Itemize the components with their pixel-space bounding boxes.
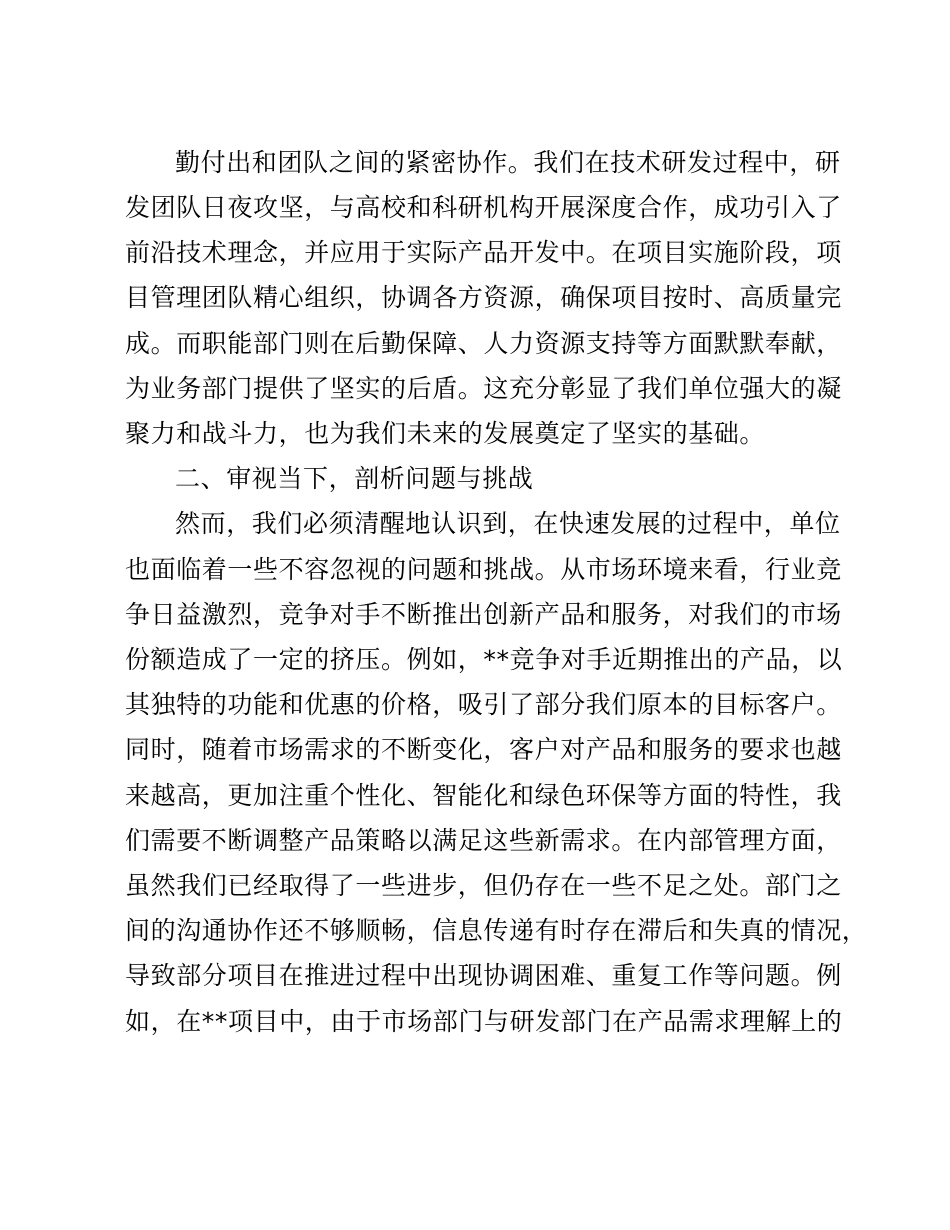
paragraph-line: 为业务部门提供了坚实的后盾。这充分彰显了我们单位强大的凝 xyxy=(125,374,842,403)
paragraph-line: 份额造成了一定的挤压。例如，**竞争对手近期推出的产品，以 xyxy=(125,645,843,674)
paragraph-line: 勤付出和团队之间的紧密协作。我们在技术研发过程中，研 xyxy=(175,148,841,177)
paragraph-line: 其独特的功能和优惠的价格，吸引了部分我们原本的目标客户。 xyxy=(125,690,842,719)
paragraph-line: 来越高，更加注重个性化、智能化和绿色环保等方面的特性，我 xyxy=(125,781,842,810)
paragraph-line: 成。而职能部门则在后勤保障、人力资源支持等方面默默奉献， xyxy=(125,329,842,358)
paragraph-line: 同时，随着市场需求的不断变化，客户对产品和服务的要求也越 xyxy=(125,735,842,764)
paragraph-line: 虽然我们已经取得了一些进步，但仍存在一些不足之处。部门之 xyxy=(125,871,842,900)
paragraph-line: 如，在**项目中，由于市场部门与研发部门在产品需求理解上的 xyxy=(125,1007,843,1036)
paragraph-line: 们需要不断调整产品策略以满足这些新需求。在内部管理方面， xyxy=(125,826,842,855)
paragraph-line: 前沿技术理念，并应用于实际产品开发中。在项目实施阶段，项 xyxy=(125,238,842,267)
paragraph-line: 聚力和战斗力，也为我们未来的发展奠定了坚实的基础。 xyxy=(125,419,766,448)
paragraph-line: 也面临着一些不容忽视的问题和挑战。从市场环境来看，行业竞 xyxy=(125,555,842,584)
paragraph-line: 目管理团队精心组织，协调各方资源，确保项目按时、高质量完 xyxy=(125,283,842,312)
paragraph-line: 然而，我们必须清醒地认识到，在快速发展的过程中，单位 xyxy=(175,509,841,538)
paragraph-line: 争日益激烈，竞争对手不断推出创新产品和服务，对我们的市场 xyxy=(125,600,842,629)
paragraph-line: 间的沟通协作还不够顺畅，信息传递有时存在滞后和失真的情况， xyxy=(125,916,868,945)
section-heading: 二、审视当下，剖析问题与挑战 xyxy=(175,464,534,493)
paragraph-line: 导致部分项目在推进过程中出现协调困难、重复工作等问题。例 xyxy=(125,961,842,990)
paragraph-line: 发团队日夜攻坚，与高校和科研机构开展深度合作，成功引入了 xyxy=(125,193,842,222)
